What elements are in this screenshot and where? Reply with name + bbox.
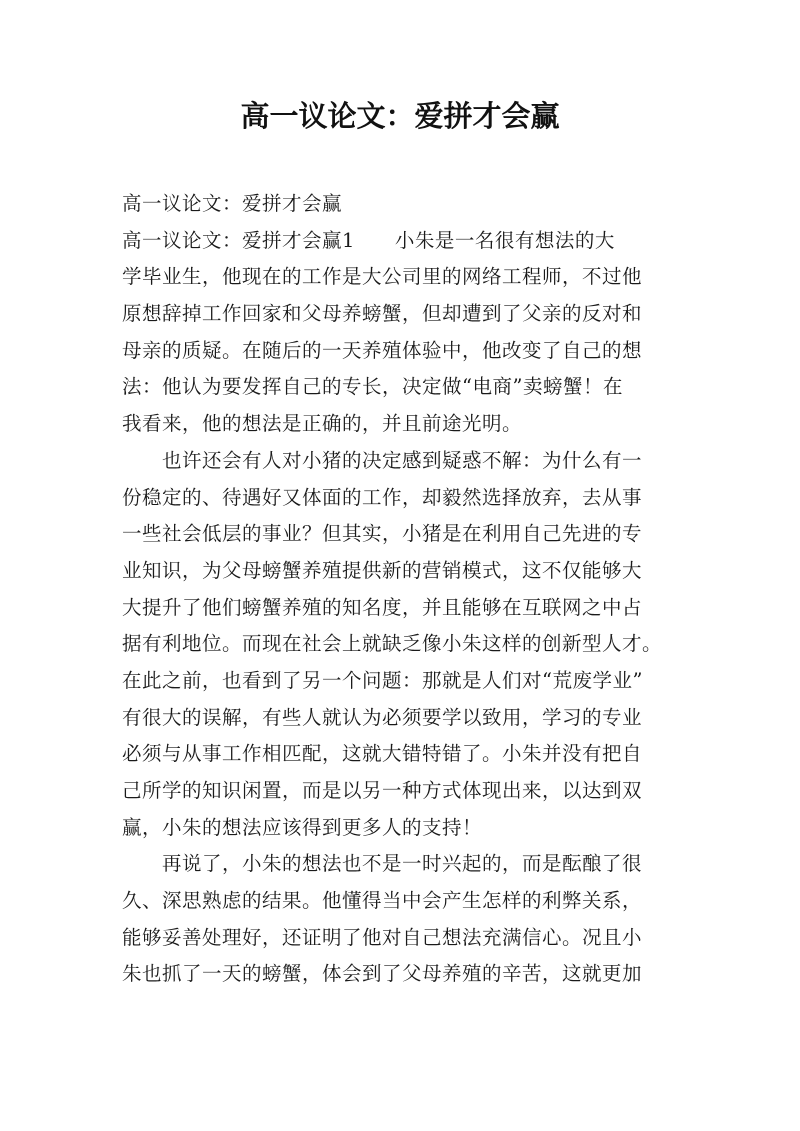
body-line: 能够妥善处理好，还证明了他对自己想法充满信心。况且小	[122, 925, 643, 949]
body-line: 母亲的质疑。在随后的一天养殖体验中，他改变了自己的想	[122, 338, 643, 362]
body-line: 原想辞掉工作回家和父母养螃蟹，但却遭到了父亲的反对和	[122, 302, 643, 326]
body-line: 在此之前，也看到了另一个问题：那就是人们对“荒废学业”	[122, 668, 643, 692]
body-line: 法：他认为要发挥自己的专长，决定做“电商”卖螃蟹！在	[122, 375, 623, 399]
body-line: 朱也抓了一天的螃蟹，体会到了父母养殖的辛苦，这就更加	[122, 962, 643, 986]
body-line: 高一议论文：爱拼才会赢1 小朱是一名很有想法的大	[122, 228, 615, 252]
body-line: 我看来，他的想法是正确的，并且前途光明。	[122, 412, 523, 436]
body-line: 有很大的误解，有些人就认为必须要学以致用，学习的专业	[122, 705, 643, 729]
body-line: 己所学的知识闲置，而是以另一种方式体现出来，以达到双	[122, 779, 643, 802]
body-line: 份稳定的、待遇好又体面的工作，却毅然选择放弃，去从事	[122, 485, 643, 509]
body-line: 据有利地位。而现在社会上就缺乏像小朱这样的创新型人才。	[122, 632, 663, 656]
document-body	[122, 186, 682, 993]
body-line: 久、深思熟虑的结果。他懂得当中会产生怎样的利弊关系，	[122, 889, 643, 913]
body-line: 业知识，为父母螃蟹养殖提供新的营销模式，这不仅能够大	[122, 558, 643, 582]
body-line: 学毕业生，他现在的工作是大公司里的网络工程师，不过他	[122, 265, 643, 289]
body-line: 高一议论文：爱拼才会赢	[122, 192, 343, 215]
body-line: 一些社会低层的事业？但其实，小猪是在利用自己先进的专	[122, 522, 643, 546]
body-line: 大提升了他们螃蟹养殖的知名度，并且能够在互联网之中占	[122, 595, 643, 619]
body-line: 也许还会有人对小猪的决定感到疑惑不解：为什么有一	[122, 448, 643, 472]
body-line: 必须与从事工作相匹配，这就大错特错了。小朱并没有把自	[122, 742, 643, 766]
document-title: 高一议论文：爱拼才会赢	[240, 99, 560, 133]
body-line: 赢，小朱的想法应该得到更多人的支持！	[122, 815, 483, 839]
body-line: 再说了，小朱的想法也不是一时兴起的，而是酝酿了很	[122, 852, 643, 876]
